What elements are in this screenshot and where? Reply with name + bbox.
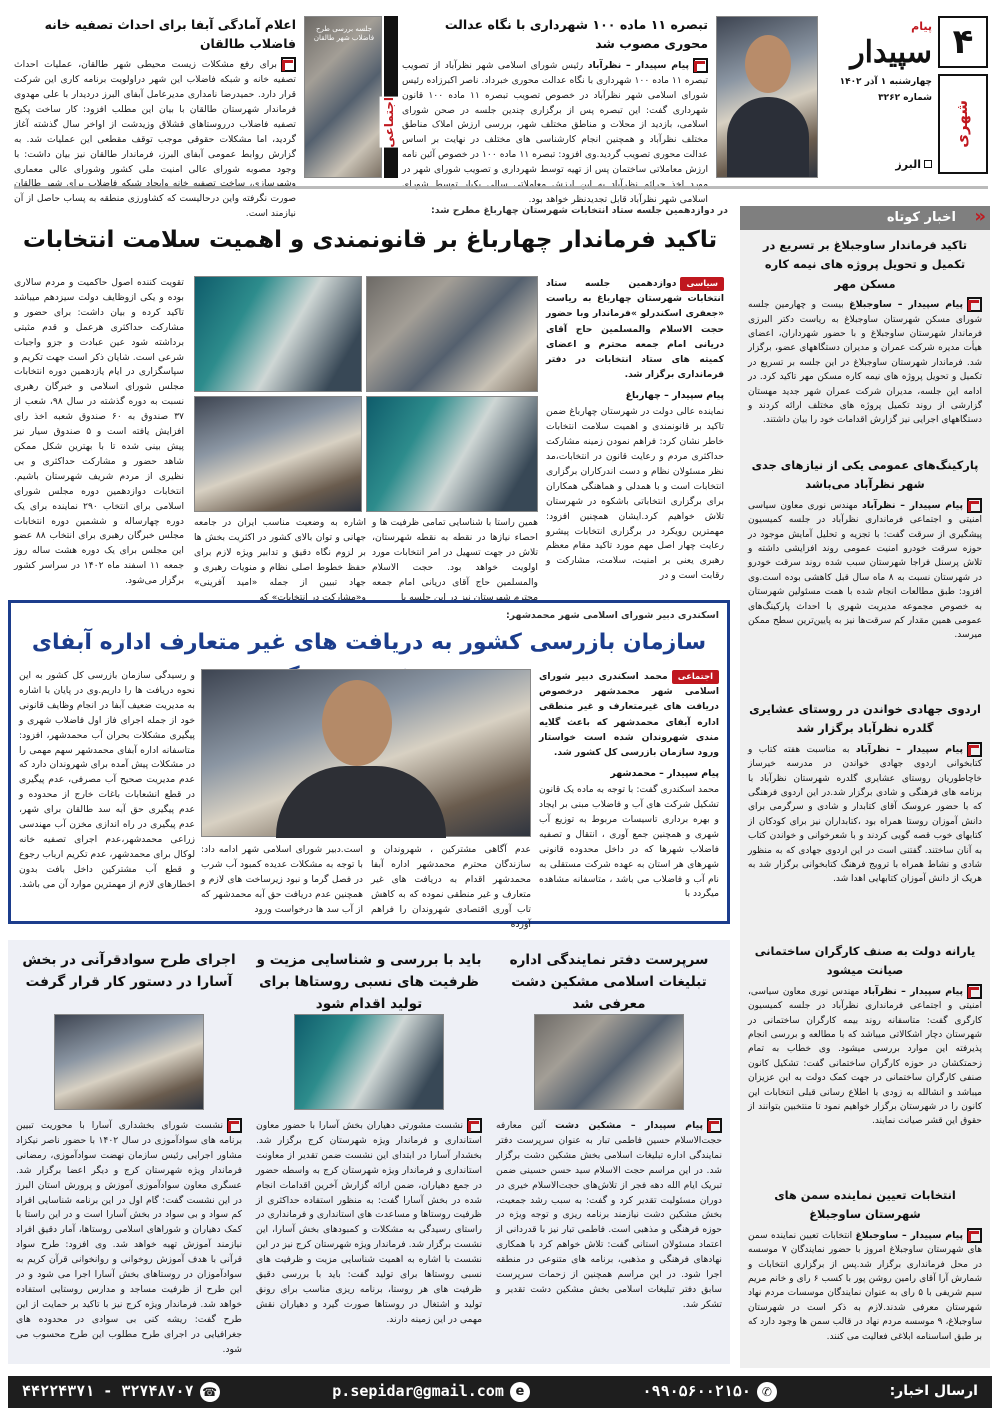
article-col-2: همین راستا با شناسایی تمامی ظرفیت ها و احصاء نیازها در نقطه به نقطه شهرستان، تلاش در جهت تسهیل در امر انتخابات مورد اولویت خواهد بود. حجت الاسلام والمسلمین حاج آقای دریانی امام جمعه محترم شهرستان نیز در این جلسه با [372,517,538,603]
masthead [820,16,988,180]
article-lead: پیام سپیدار – نظرآباد [587,59,689,71]
meeting-photo [194,396,362,512]
article-title: اعلام آمادگی آبفا برای احداث تصفیه خانه فاضلاب طالقان [44,17,296,51]
list-item [748,1186,982,1386]
issue-number: شماره ۳۲۶۲ [878,93,932,103]
meeting-photo [194,276,362,392]
section-tag: اجتماعی [672,670,719,684]
news-mark-icon [967,498,982,513]
portrait-head [745,35,791,93]
article-text: برای رفع مشکلات زیست محیطی شهر طالقان، عملیات احداث تصفیه خانه و شبکه فاضلاب این شهر دراولویت برنامه کاری این شرکت قرار دارد. حمیدرضا نامداری مدیرعامل آبفای البرز دردیدار با علی مهدوی فرماندار شهرستان طالقان با بیان این مطلب افزود: کار ساخت پکیج تصفیه فاضلاب درروستاهای قشلاق وزیدشت از اواخر سال گذشته آغاز گردید، اما مشکلات حقوقی موجب توقف مقطعی این عملیات شد. به گزارش روابط عمومی آبفای البرز، فرماندار طالقان نیز بیان داشت: با وجود مصوبه شورای عالی امنیت ملی کشور وشورای عالی معماری وشهرسازی، ساخت تصفیه خانه وایجاد شبکه فاضلاب برای شهر طالقان صورت نگرفته واین درحالیست که کشاورزی منطقه به پساب حاصل از آن نیازمند است. [14,59,296,220]
meeting-photo [294,1014,444,1110]
flag-icon [924,160,932,168]
page-number: ۴ [952,22,974,62]
article-lead-box [539,669,719,933]
article-lead-box [546,276,724,601]
article-title: اجرای طرح سوادقرآنی در بخش آسارا در دستور کار قرار گرفت [22,952,236,990]
brief-body: پیام سپیدار – نظرآباد به مناسبت هفته کتاب و کتابخوانی اردوی جهادی خواندن در مدرسه خیرساز خاچاطوریان روستای عشایری گلدره شهرستان نظرآباد با برنامه های فرهنگی و شادی برگزار شد.در این اردوی فرهنگی که با حضور عروسک آقای کتابدار و شادی و سرگرمی برای دانش آموزان روستا همراه بود ،کتابداران نیز برای کودکان از کتابهای خوب قصه گویی کردند و با شعرخوانی و خواندن کتاب به آنان ساختند. گفتنی است در این اردوی جهادی که به منظور شادی و نشاط همراه با ترویج فرهنگ کتابخوانی برگزار شد به هریک از دانش آموزان کتابهایی اهدا شد. [748,743,982,885]
portrait-photo [716,16,818,178]
article-col-4: تقویت کننده اصول حاکمیت و مردم سالاری بوده و یکی ازوظایف دولت سیزدهم میباشد تاکید کرده و بیان داشت: برای حضور و مشارکت حداکثری هرعمل و قدم مثبتی برداشته شود عین عبادت و جزو واجبات شرعی است. شایان ذکر است جهت تکریم و سپاسگزاری در ایام یازدهمین دوره انتخابات مجلس شورای اسلامی و خبرگان رهبری نسبت به دوره گذشته در سال ۹۸، شعب از ۳۷ صندوق به ۶۰ صندوق شعبه اخذ رای افزایش یافته است و ۵ صندوق سیار نیز پیش بینی شده تا با بهترین شکل ممکن شاهد حضور و مشارکت حداکثری و بی نظیری از مردم شریف شهرستان باشیم. انتخابات دوازدهمین دوره مجلس شورای اسلامی برای انتخاب ۲۹۰ نماینده برای یک دوره چهارساله و ششمین دوره انتخابات مجلس خبرگان رهبری برای انتخاب ۸۸ عضو این مجلس برای یک دوره هشت ساله روز جمعه ۱۱ اسفند ماه ۱۴۰۲ در سراسر کشور برگزار می‌شود. [14,277,185,587]
bottom-article [496,950,722,1358]
news-mark-icon [967,984,982,999]
meeting-photo [54,1014,204,1110]
news-mark-icon [281,57,296,72]
email-address: p.sepidar@gmail.com [332,1382,504,1401]
article-col-3: است.دبیر شورای اسلامی شهر ادامه داد: با توجه به مشکلات عدیده کمبود آب شرب در فصل گرما و نبود زیرساخت های لازم و همچنین عدم دریافت حق آبه محمدشهر که از آب سد ها درخواست ورود [201,844,363,915]
bottom-article [256,950,482,1358]
list-item [748,700,982,938]
brief-body: پیام سپیدار – ساوجبلاغ بیست و چهارمین جلسه شورای مسکن شهرستان ساوجبلاغ به ریاست دکتر البرزی فرماندار شهرستان ساوجبلاغ و با حضور شهرداران، اعضای هیأت مدیره شرکت عمران و مدیران دستگاههای عضو، برگزار شد. فرماندار شهرستان ساوجبلاغ در این جلسه بر تسریع در تکمیل و تحویل پروژه های نیمه کاره مسکن مهر تاکید کرد. در ادامه این جلسه، مدیران شرکت عمران شهر جدید مهستان گزارشی از روند تکمیل پروژه های مختلف ارائه کردند و دستگاههای اجرایی نیز گزارش اقدامات خود را بیان داشتند. [748,299,982,426]
phone-number: ۳۲۷۴۸۷۰۷ - ۴۴۲۲۴۳۷۱ [22,1382,194,1401]
top-article-2 [14,16,296,220]
chevron-left-icon: « [974,206,986,227]
article-dateline: پیام سپیدار – چهارباغ [625,390,724,402]
meeting-photo [366,276,538,392]
article-title: سرپرست دفتر نمایندگی اداره تبلیغات اسلامی مشکین دشت معرفی شد [509,952,709,1012]
article-body: پیام سپیدار – مشکین دشت آئین معارفه حجت‌الاسلام حسین فاطمی تبار به عنوان سرپرست دفتر نمایندگی اداره تبلیغات اسلامی بخش مشکین دشت برگزار شد. در این مراسم حجت الاسلام سید حسن حسینی ضمن تبریک ایام الله دهه فجر از تلاش‌های حجت‌الاسلام خیری در دوران مسئولیت تقدیر کرد و گفت: به سبب رشد جمعیت، بخش مشکین دشت نیازمند برنامه ریزی و توجه ویژه در حوزه فرهنگی و مذهبی است. فاطمی تبار نیز با قدردانی از اعتماد مسئولان استانی گفت: تلاش خواهم کرد با همکاری نهادهای فرهنگی و مذهبی، برنامه های متنوعی در منطقه اجرا شود. در این مراسم همچنین از زحمات سرپرست سابق دفتر تبلیغات اسلامی بخش مشکین دشت تقدیر و تشکر شد. [496,1120,722,1310]
main-article [12,204,728,603]
article-lead: دوازدهمین جلسه ستاد انتخابات شهرستان چهارباغ به ریاست «جعفری اسکندرلو »فرماندار وبا حضور حجت الاسلام والمسلمین حاج آقای دریانی امام جمعه محترم و اعضای کمیته های ستاد انتخابات در دفتر فرمانداری برگزار شد. [546,278,724,381]
photo-caption: جلسه بررسی طرح فاضلاب شهر طالقان [313,25,375,43]
logo-large: سپیدار [850,34,932,70]
meeting-photo [304,16,397,178]
brief-title: اردوی جهادی خواندن در روستای عشایری گلدره نظرآباد برگزار شد [749,702,981,736]
portrait-body [727,97,809,177]
ceremony-photo [534,1014,684,1110]
section-strip [938,74,988,174]
bottom-articles [8,940,730,1364]
boxed-article [8,600,730,930]
brief-title: انتخابات تعیین نماینده سمن های شهرستان ساوجبلاغ [774,1188,956,1222]
brief-header [740,206,990,230]
news-mark-icon [967,742,982,757]
brief-label: اخبار کوتاه [886,209,956,225]
article-body: نشست مشورتی دهیاران بخش آسارا با حضور معاون استانداری و فرماندار ویژه شهرستان کرج برگزار شد. بخشدار آسارا در ابتدای این نشست ضمن تقدیر از معاونت استانداری و فرماندار ویژه شهرستان کرج به واسطه حضور در جمع دهیاران، ضمن ارائه گزارش آخرین اقدامات انجام شده در بخش آسارا گفت: به منظور استفاده حداکثری از ظرفیت روستاها و مساعدت های استانداری و فرمانداری در راستای رسیدگی به مشکلات و کمبودهای بخش آسارا، این نشست برگزار شد. فرماندار ویژه شهرستان کرج نیز در این نشست با اشاره به اهمیت شناسایی مزیت و ظرفیت های نسبی روستاها برای تولید گفت: باید با بررسی دقیق ظرفیت های هر روستا، برنامه ریزی مناسب برای رونق تولید و اشتغال در روستاها صورت گیرد و دهیاران نقش مهمی در این زمینه دارند. [256,1120,482,1325]
article-title: تبصره ۱۱ ماده ۱۰۰ شهرداری با نگاه عدالت محوری مصوب شد [444,17,708,51]
news-mark-icon [707,1118,722,1133]
brief-news-sidebar [740,206,990,1368]
issue-date: چهارشنبه ۱ آذر ۱۴۰۲ [839,77,932,87]
brief-body: پیام سپیدار – نظرآباد مهندس نوری معاون سیاسی، امنیتی و اجتماعی فرمانداری نظرآباد در جلسه کمیسیون کارگری گفت: متاسفانه روند بیمه کارگران ساختمانی در شهرستان دچار اشکالاتی میباشد که با مطالعه و بررسی انجام پذیرفته این موارد بررسی میشود. وی خطاب به تمام زحمتکشان در حوزه کارگران ساختمانی گفت: تشکیل کانون صنفی کارگران ساختمانی در جهت کمک دولت به این عزیزان میباشد و انشالله به زودی با اطلاع رسانی قبلی انتخابات این کانون را در شهرستان برگزار خواهیم نمود تا منتخبین بتوانند از حقوق این قشر صیانت نمایند. [748,985,982,1127]
phone-field[interactable] [22,1380,220,1403]
article-title: تاکید فرماندار چهارباغ بر قانونمندی و اهمیت سلامت انتخابات [22,226,718,253]
article-text: رئیس شورای اسلامی شهر نظرآباد از تصویب تبصره ۱۱ ماده ۱۰۰ شهرداری با نگاه عدالت محوری خبرداد. ناصر اکبرزاده رئیس شورای اسلامی شهر نظرآباد در خصوص تصویب تبصره ۱۱ ماده ۱۰۰ قانون شهرداری گفت: این تبصره پس از برگزاری چندین جلسه در صحن شورای اسلامی، بازدید از محلات و مناطق مختلف شهر، بررسی ارزش املاک مناطق مختلف نظرآباد و همچنین انجام کارشناسی های مختلف در نهایت بر اساس عدالت محوری تصویب گردید.وی افزود: تبصره ۱۱ ماده ۱۰۰ در خصوص آئین نامه ارزش معاملاتی ساختمان پس از تهیه توسط شهرداری و تصویب شورای شهر در مورد اخذ جرائم نظرآباد به این ارزش معاملاتی سالی یکبار توسط شورای اسلامی شهر نظرآباد قابل تجدیدنظر خواهد بود. [402,59,709,205]
list-item [748,942,982,1182]
whatsapp-number: ۰۹۹۰۵۶۰۰۲۱۵۰ [642,1382,751,1401]
page-number-box [938,16,988,68]
bottom-article [16,950,242,1358]
portrait-photo [201,669,531,837]
email-field[interactable] [332,1380,530,1403]
news-mark-icon [693,58,708,73]
article-lead: محمد اسکندری دبیر شورای اسلامی شهر محمدشهر درخصوص دریافت های غیرمتعارف و غیر منطقی اداره آبفای محمدشهر که باعث گلایه مندی شهروندان شده است خواستار ورود سازمان بازرسی کل کشور شد. [539,671,719,758]
brief-title: یارانه دولت به صنف کارگران ساختمانی صیانت میشود [754,944,976,978]
section-label: اجتماعی [380,97,399,148]
news-mark-icon [227,1118,242,1133]
news-mark-icon [967,1228,982,1243]
brief-body: پیام سپیدار – نظرآباد مهندس نوری معاون سیاسی امنیتی و اجتماعی فرمانداری نظرآباد در جلسه کمیسیون پیشگیری از سرقت گفت: با تجزیه و تحلیل آمایش موجود در حوزه سرقت خودرو امنیت عمومی روند افزایشی داشته و تلاش پرسنل فراجا شهرستان سبب شده روند سرقت خودرو در شهرستان نسبت به ۸ ماه سال قبل کاهشی بوده است.وی افزود: طبق مطالعات انجام شده با همت مسئولین شهرستان به خصوص مجموعه مدیریت شهری با احداث پارکینگ‌های عمومی همین مقدار کم سرقت‌ها نیز به پایین‌ترین سطح ممکن میرسد. [748,499,982,641]
article-kicker: اسکندری دبیر شورای اسلامی شهر محمدشهر: [505,610,719,621]
brief-title: پارکینگ‌های عمومی یکی از نیازهای جدی شهر نظرآباد می‌باشد [751,458,979,492]
logo [822,18,932,69]
region-label: البرز [822,156,932,173]
portrait-body [276,766,446,838]
portrait-head [322,680,392,766]
meeting-photo [366,396,538,512]
brief-title: تاکید فرماندار ساوجبلاغ بر تسریع در تکمیل و تحویل پروژه های نیمه کاره مسکن مهر [762,238,968,291]
list-item [748,456,982,696]
section-tag: سیاسی [680,277,724,291]
brief-body: پیام سپیدار – ساوجبلاغ انتخابات تعیین نماینده سمن های شهرستان ساوجبلاغ امروز با حضور نمایندگان ۷ موسسه در محل فرمانداری برگزار شد.پس از برگزاری انتخابات و شمارش آرا آقای رامین روشن پور با کسب ۶ رای و خانم مریم سیم شریفی با ۵ رای به عنوان نمایندگان موسسات مردم نهاد شهرستان معرفی شدند.لازم به ذکر است در شهرستان ساوجبلاغ، ۹ موسسه مردم نهاد در قالب سمن ها وجود دارد که بر طبق اساسنامه ابلاغی فعالیت می کنند. [748,1229,983,1342]
top-article-1 [402,16,709,205]
logo-small: پیام [911,20,932,33]
article-title: باید با بررسی و شناسایی مزیت و ظرفیت های نسبی روستاها برای تولید اقدام شود [256,952,482,1012]
news-mark-icon [967,297,982,312]
footer-label: ارسال اخبار: [889,1383,978,1400]
list-item [748,236,982,452]
article-title: سازمان بازرسی کشور به دریافت های غیر متعارف اداره آبفای [31,629,707,655]
whatsapp-field[interactable] [643,1380,777,1403]
whatsapp-icon: ✆ [757,1382,777,1402]
footer-bar [8,1376,992,1408]
news-mark-icon [467,1118,482,1133]
article-body [14,57,296,222]
article-kicker: در دوازدهمین جلسه ستاد انتخابات شهرستان چهارباغ مطرح شد: [431,205,728,216]
section-label: شهری [953,100,972,148]
article-col-4: و رسیدگی سازمان بازرسی کل کشور به این نحوه دریافت ها را داریم.وی در پایان با اشاره به مدیریت ضعیف آبفا در انجام وظایف قانونی خود از جمله اجرای فاز اول فاضلاب شهری و پیگیری مشکلات بحران آب محمدشهر، افزود: متاسفانه اداره آبفای محمدشهر سهم مهمی را در مشکلات پیش آمده برای شهروندان دارد که عدم مدیریت صحیح آب مصرفی، عدم پیگیری در قطع انشعابات باغات خارج از محدوده و عدم پیگیری حق آبه سد طالقان برای شهر، عدم پیگیری در راه اندازی مخزن آب مهندسی زراعی محمدشهر،عدم اجرای تصفیه خانه لوکال برای محمدشهر، عدم تکریم ارباب رجوع و قطع آب مشترکین داخل بافت بدون اخطارهای لازم از مهمترین موارد آن می باشد. [19,670,195,890]
email-icon: e [510,1382,530,1402]
article-col-2: عدم آگاهی مشترکین ، شهروندان و سازندگان محترم محمدشهر اداره آبفا محمدشهر اقدام به دریافت های غیر متعارف و غیر منطقی نموده که به کاهش تاب آوری اقتصادی شهروندان را فراهم آورده [371,844,531,930]
photo-collage [194,276,538,512]
brief-list [740,230,990,1386]
article-col-3: اشاره به وضعیت مناسب ایران در جامعه جهانی و توان بالای کشور در اکثریت بخش ها بر لزوم نگاه دقیق و تدابیر ویژه لازم برای حفظ خطوط اصلی نظام و منویات رهبری و جهاد تبیین از جمله «امید آفرینی» و«مشارکت در انتخابات» که [194,517,366,603]
article-dateline: پیام سپیدار – محمدشهر [610,768,719,780]
top-divider [14,186,988,189]
article-col-1: نماینده عالی دولت در شهرستان چهارباغ ضمن تاکید بر قانونمندی و اهمیت سلامت انتخابات خاطر نشان کرد: فراهم نمودن زمینه مشارکت حداکثری مردم و رعایت قانون در انتخابات،مد نظر مسئولان نظام و دست اندرکاران برگزاری انتخابات است و با همدلی و هماهنگی همکاران برای برگزاری انتخاباتی باشکوه در شهرستان تلاش خواهیم کرد.ایشان همچنین افزود: مهمترین رویکرد در برگزاری انتخابات پیشرو رعایت چهار اصل مهم مورد تاکید مقام معظم رهبری یعنی بر امنیت، سلامت، مشارکت و رقابت است و در [546,406,724,582]
article-body: نشست شورای بخشداری آسارا با محوریت تبیین برنامه های سوادآموزی در سال ۱۴۰۲ با حضور ناصر نیکزاد مشاور اجرایی رئیس سازمان نهضت سوادآموزی، رمضانی فرماندار ویژه شهرستان کرج و دیگر اعضا برگزار شد. عسگری معاون سوادآموزی آموزش و پرورش استان البرز در این نشست گفت: گام اول در این برنامه شناسایی افراد کم سواد و بی سواد در بخش آسارا است و در این راستا با کمک دهیاران و شوراهای اسلامی روستاها، آمار دقیق افراد نیازمند آموزش تهیه خواهد شد. وی افزود: طرح سواد قرآنی با هدف آموزش روخوانی و روانخوانی قرآن کریم به سوادآموزان در روستاهای بخش آسارا اجرا می شود و در این طرح از ظرفیت مساجد و مدارس روستایی استفاده خواهد شد. فرماندار ویژه کرج نیز با تاکید بر حمایت از این طرح گفت: ریشه کنی بی سوادی در محدوده های جغرافیایی در اجرای طرح مطلوب این طرح محسوب می شود. [16,1120,243,1355]
article-col-1: محمد اسکندری گفت: با توجه به ماده یک قانون تشکیل شرکت های آب و فاضلاب مبنی بر ایجاد و بهره برداری تاسیسات مربوط به توزیع آب شهری و همچنین جمع آوری ، انتقال و تصفیه فاضلاب شهرها که در داخل محدوده قانونی شهرهای هر استان به عهده شرکت مستقلی به نام آب و فاضلاب می باشد ، متاسفانه مشاهده میگردد با [539,784,719,900]
phone-icon: ☎ [200,1382,220,1402]
